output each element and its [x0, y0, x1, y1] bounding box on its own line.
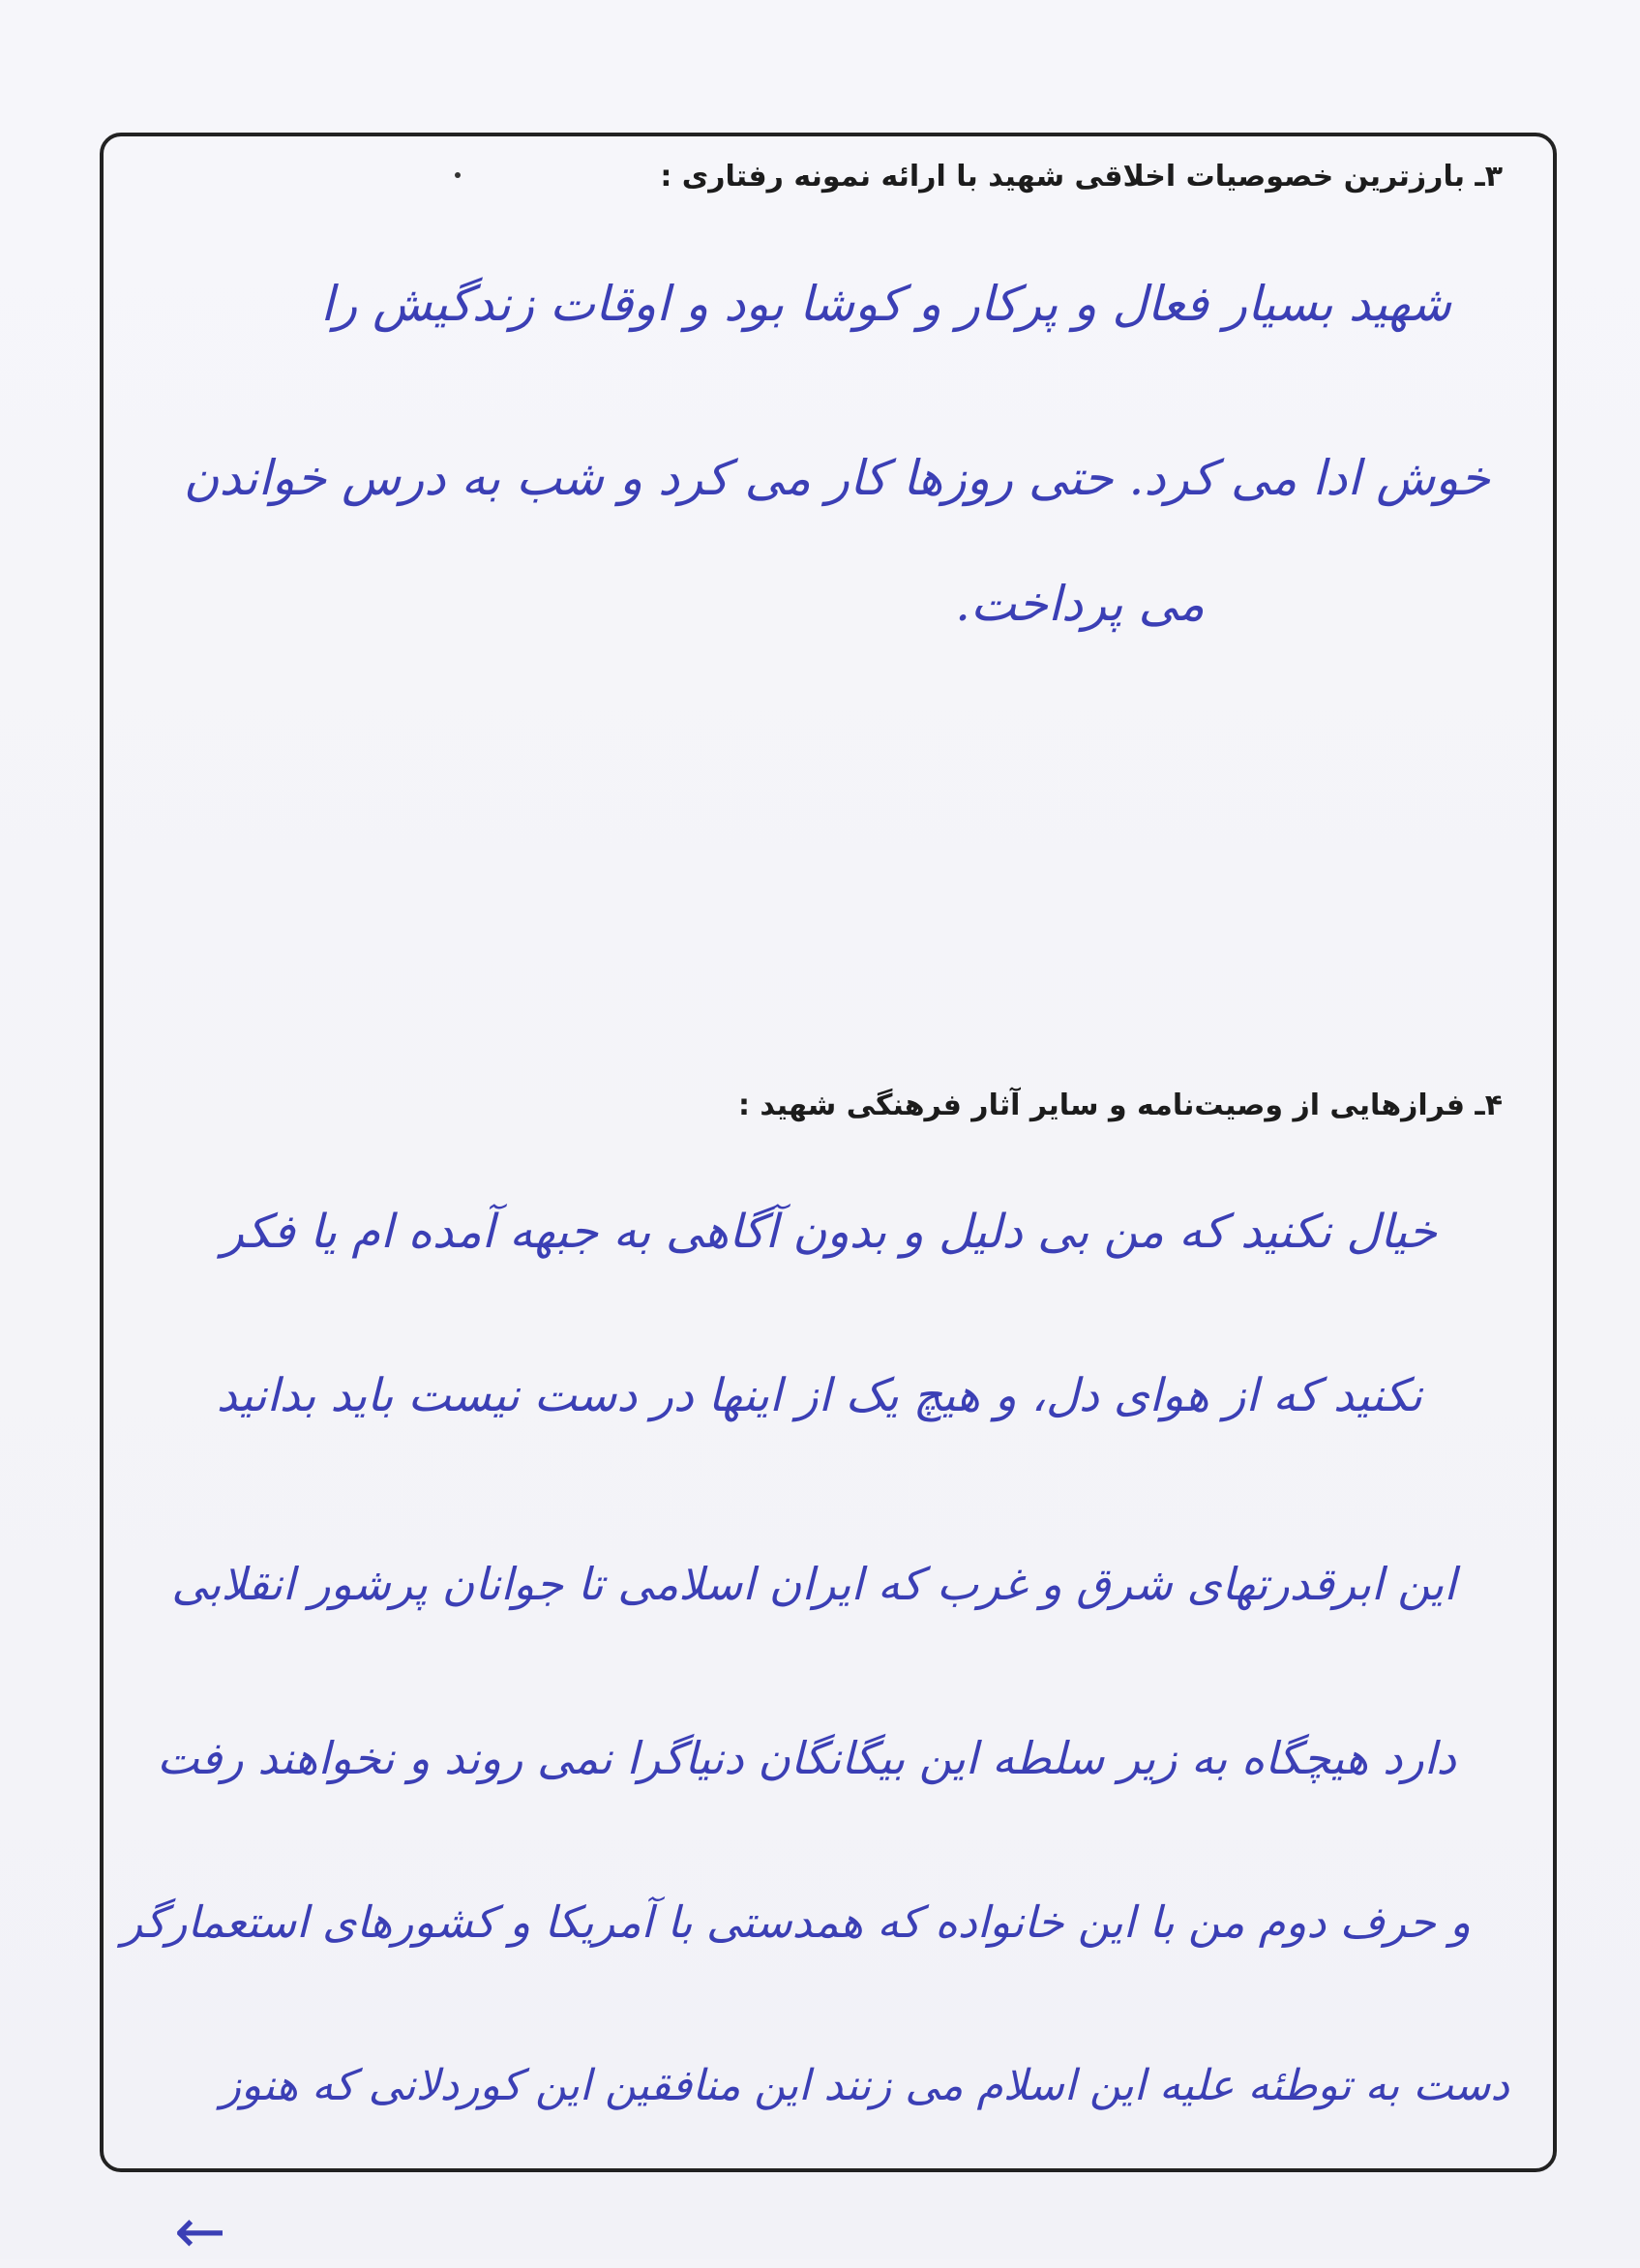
section-4-line-4: دارد هیچگاه به زیر سلطه این بیگانگان دنیاگرا نمی روند و نخواهند رفت [157, 1732, 1456, 1784]
section-3-line-1: شهید بسیار فعال و پرکار و کوشا بود و اوقات زندگیش را [320, 276, 1451, 332]
page-border-frame [100, 133, 1557, 2172]
section-4-heading: ۴ـ فرازهایی از وصیت‌نامه و سایر آثار فرهنگی شهید : [737, 1089, 1503, 1122]
section-4-line-2: نکنید که از هوای دل، و هیچ یک از اینها در دست نیست باید بدانید [216, 1369, 1422, 1422]
ink-speck [455, 172, 461, 178]
section-3-heading: ۳ـ بارزترین خصوصیات اخلاقی شهید با ارائه نمونه رفتاری : [660, 160, 1503, 194]
section-3-line-3: می پرداخت. [955, 576, 1205, 632]
section-4-line-6: دست به توطئه علیه این اسلام می زنند این منافقین این کوردلانی که هنوز [220, 2061, 1509, 2110]
section-3-line-2: خوش ادا می کرد. حتی روزها کار می کرد و شب به درس خواندن [183, 450, 1490, 506]
section-4-line-5: و حرف دوم من با این خانواده که همدستی با آمریکا و کشورهای استعمارگر [121, 1896, 1471, 1948]
section-4-line-1: خیال نکنید که من بی دلیل و بدون آگاهی به جبهه آمده ام یا فکر [221, 1205, 1437, 1259]
section-4-line-3: این ابرقدرتهای شرق و غرب که ایران اسلامی تا جوانان پرشور انقلابی [171, 1558, 1456, 1610]
continue-arrow-icon: ← [174, 2196, 226, 2268]
